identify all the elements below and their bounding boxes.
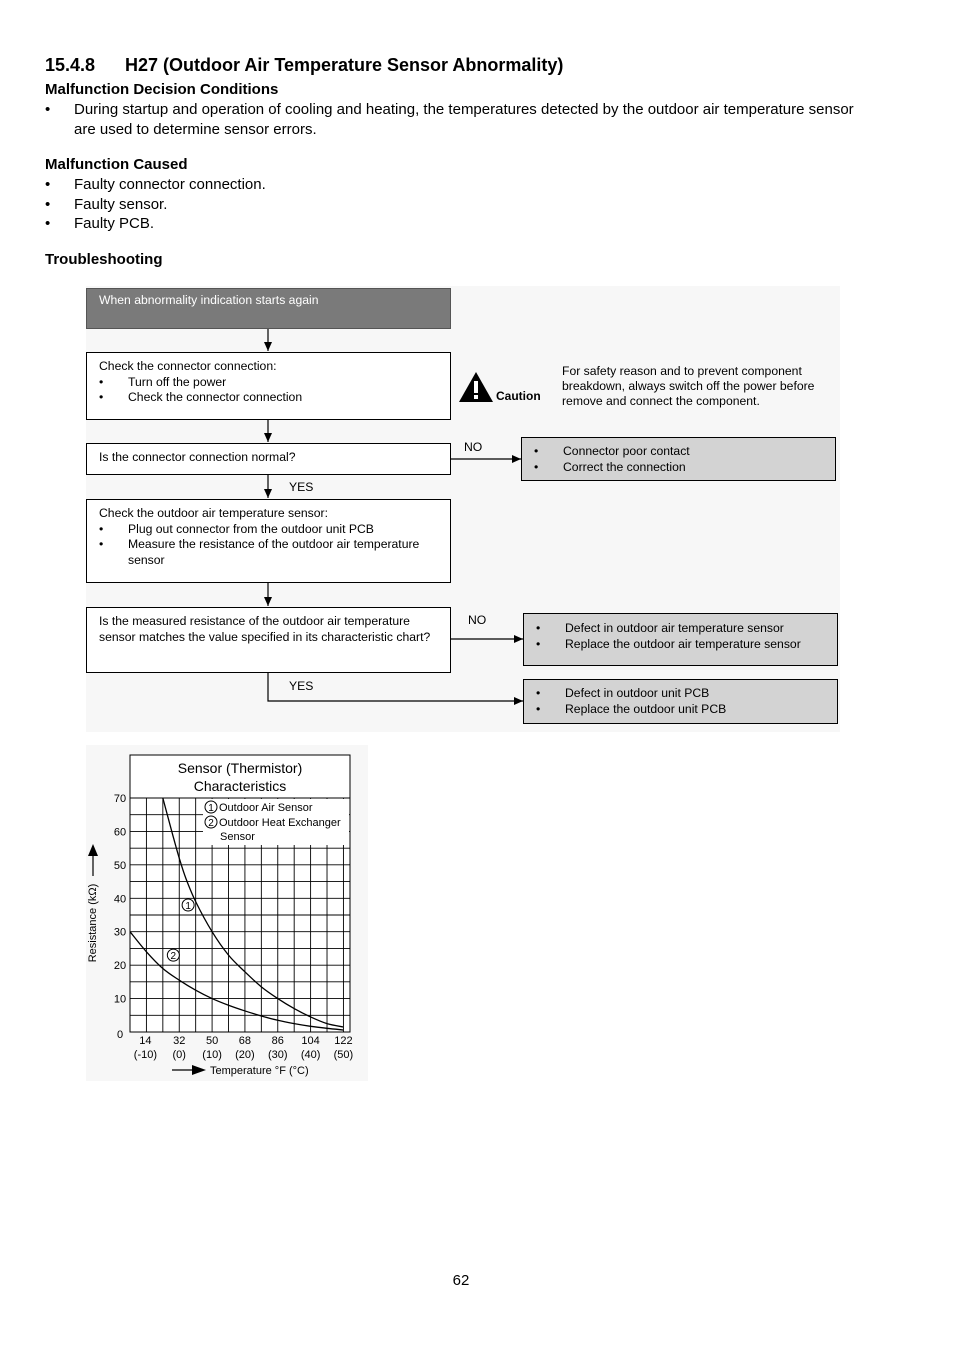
x-axis-label: Temperature °F (°C) <box>210 1065 309 1077</box>
chart-title-line1: Sensor (Thermistor) <box>177 760 303 776</box>
x-tick-label-c: (10) <box>202 1049 222 1061</box>
y-tick-label: 30 <box>113 926 127 939</box>
x-tick-label-f: 86 <box>271 1035 284 1047</box>
svg-text:1: 1 <box>185 900 191 912</box>
flow-q2-text: Is the measured resistance of the outdoor air temperature sensor matches the value specified in its characteristic chart? <box>99 614 431 644</box>
flow-q1-box <box>86 443 451 475</box>
x-tick-label-c: (-10) <box>133 1049 158 1061</box>
thermistor-chart <box>0 740 380 1085</box>
flow-step1-item: • Check the connector connection <box>99 390 438 406</box>
flow-result3-box <box>523 679 838 724</box>
flow-result2-item: • Replace the outdoor air temperature sensor <box>536 637 825 653</box>
caused-item: • Faulty sensor. <box>45 195 645 215</box>
y-axis-label: Resistance (kΩ) <box>87 883 99 963</box>
flow-result3-item: • Defect in outdoor unit PCB <box>536 686 825 702</box>
svg-text:2: 2 <box>208 818 214 829</box>
legend-entry <box>205 801 313 814</box>
svg-text:2: 2 <box>170 951 177 963</box>
flow-q1-text: Is the connector connection normal? <box>99 450 296 464</box>
svg-text:Sensor: Sensor <box>220 831 255 843</box>
svg-text:1: 1 <box>208 803 214 814</box>
flow-start-text: When abnormality indication starts again <box>99 293 319 307</box>
decision-heading: Malfunction Decision Conditions <box>45 81 279 98</box>
caution-label: Caution <box>496 389 541 403</box>
y-tick-label: 0 <box>116 1029 124 1041</box>
x-tick-label-f: 104 <box>301 1035 320 1047</box>
x-tick-label-f: 122 <box>334 1035 353 1047</box>
x-tick-label-f: 32 <box>173 1035 186 1047</box>
section-heading: H27 (Outdoor Air Temperature Sensor Abnormality) <box>125 55 564 75</box>
x-tick-label-f: 14 <box>139 1035 152 1047</box>
y-tick-label: 20 <box>113 960 127 973</box>
y-tick-label: 40 <box>113 893 127 906</box>
flow-step1-item: • Turn off the power <box>99 375 438 391</box>
flow-step1-title: Check the connector connection: <box>99 359 277 373</box>
caused-heading: Malfunction Caused <box>45 156 188 173</box>
y-tick-label: 10 <box>113 993 127 1006</box>
caution-note: For safety reason and to prevent component breakdown, always switch off the power before remove and connect the component. <box>562 364 815 408</box>
svg-text:Outdoor Air Sensor: Outdoor Air Sensor <box>219 802 313 814</box>
caused-item: • Faulty connector connection. <box>45 175 645 195</box>
flow-q2-yes-label: YES <box>289 679 314 693</box>
x-tick-label-c: (40) <box>300 1049 321 1061</box>
x-tick-label-f: 68 <box>238 1035 252 1047</box>
svg-text:Outdoor Heat Exchanger: Outdoor Heat Exchanger <box>219 817 341 829</box>
flow-q1-yes-label: YES <box>289 480 314 494</box>
troubleshooting-heading: Troubleshooting <box>45 251 163 268</box>
y-tick-label: 50 <box>113 859 127 872</box>
flow-step2-item: • Measure the resistance of the outdoor air temperature sensor <box>99 537 438 568</box>
caution-icon <box>458 371 494 403</box>
flow-result1-box <box>521 437 836 481</box>
legend-entry <box>205 816 341 829</box>
flow-result2-item: • Defect in outdoor air temperature sensor <box>536 621 825 637</box>
flow-result1-item: • Correct the connection <box>534 460 823 476</box>
decision-item: • During startup and operation of cooling and heating, the temperatures detected by the outdoor air temperature sensor are used to determine sensor errors. <box>45 100 865 139</box>
flow-result1-item: • Connector poor contact <box>534 444 823 460</box>
caused-item: • Faulty PCB. <box>45 214 645 234</box>
flow-step2-item: • Plug out connector from the outdoor unit PCB <box>99 522 438 538</box>
y-tick-label: 60 <box>113 826 127 839</box>
flow-q2-box <box>86 607 451 673</box>
flow-step2-box <box>86 499 451 583</box>
flow-start-box <box>86 288 451 329</box>
page-number: 62 <box>452 1272 470 1289</box>
x-tick-label-c: (20) <box>235 1049 255 1061</box>
y-tick-label: 70 <box>113 793 127 805</box>
flow-q1-no-label: NO <box>464 440 483 454</box>
x-tick-label-c: (30) <box>267 1049 288 1061</box>
flow-step2-title: Check the outdoor air temperature sensor: <box>99 506 328 520</box>
section-number: 15.4.8 <box>45 55 96 75</box>
chart-title-line2: Characteristics <box>193 778 287 794</box>
legend-entry <box>220 831 255 843</box>
y-axis-arrow-head <box>88 844 98 856</box>
x-tick-label-c: (50) <box>333 1049 354 1061</box>
x-axis-arrow-head <box>192 1065 206 1075</box>
flow-result2-box <box>523 613 838 666</box>
flow-result3-item: • Replace the outdoor unit PCB <box>536 702 825 718</box>
flow-q2-no-label: NO <box>468 613 487 627</box>
x-tick-label-f: 50 <box>205 1035 219 1047</box>
flow-step1-box <box>86 352 451 420</box>
x-tick-label-c: (0) <box>172 1049 186 1061</box>
